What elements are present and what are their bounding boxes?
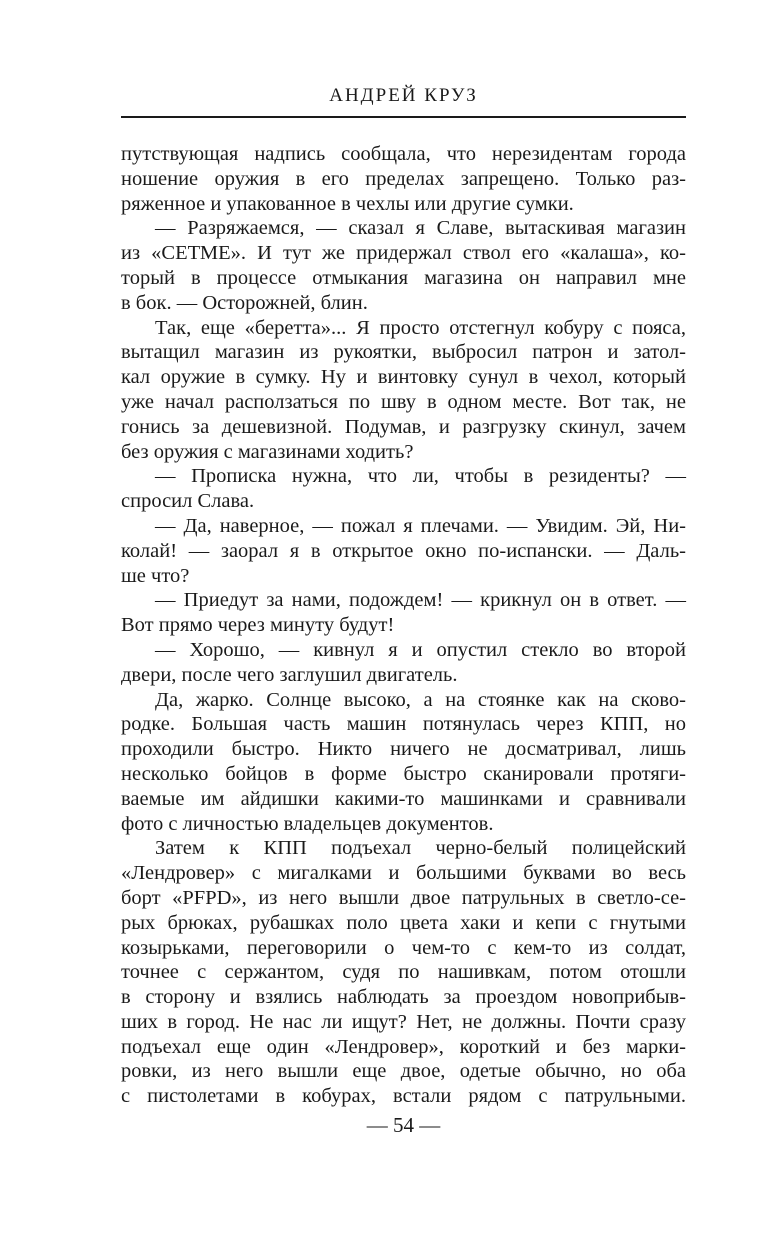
text-line: фото с личностью владельцев документов. [121, 812, 494, 835]
text-line: — Приедут за нами, подождем! — крикнул он в ответ. — [155, 589, 686, 612]
text-line: ваемые им айдишки какими-то машинками и сравнивали [121, 787, 686, 810]
text-line: ношение оружия в его пределах запрещено. Только раз- [121, 167, 686, 190]
text-line: в бок. — Осторожней, блин. [121, 291, 368, 314]
paragraph [121, 688, 686, 837]
text-line: вытащил магазин из рукоятки, выбросил патрон и затол- [121, 341, 686, 364]
text-line: родке. Большая часть машин потянулась через КПП, но [121, 713, 686, 736]
text-line: из «СЕТМЕ». И тут же придержал ствол его «калаша», ко- [121, 242, 686, 265]
text-line: спросил Слава. [121, 490, 255, 513]
paragraph [121, 316, 686, 465]
paragraph [121, 514, 686, 588]
text-line: колай! — заорал я в открытое окно по-испански. — Даль- [121, 539, 686, 562]
text-line: — Прописка нужна, что ли, чтобы в резиденты? — [155, 465, 686, 488]
text-line: ряженное и упакованное в чехлы или другие сумки. [121, 192, 574, 215]
body-text [121, 142, 686, 1109]
paragraph [121, 836, 686, 1109]
text-line: ровки, из него вышли еще двое, одетые обычно, но оба [121, 1060, 686, 1083]
text-line: — Да, наверное, — пожал я плечами. — Увидим. Эй, Ни- [155, 514, 686, 537]
text-line: в сторону и взялись наблюдать за проездом новоприбыв- [121, 986, 686, 1009]
text-line: точнее с сержантом, судя по нашивкам, потом отошли [121, 961, 686, 984]
text-line: без оружия с магазинами ходить? [121, 440, 414, 463]
text-line: козырьками, переговорили о чем-то с кем-то из солдат, [121, 936, 686, 959]
text-line: Так, еще «беретта»... Я просто отстегнул кобуру с пояса, [155, 316, 686, 339]
text-line: ших в город. Не нас ли ищут? Нет, не должны. Почти сразу [121, 1010, 686, 1033]
text-line: кал оружие в сумку. Ну и винтовку сунул в чехол, который [121, 366, 686, 389]
text-line: «Лендровер» с мигалками и большими буквами во весь [121, 862, 686, 885]
text-line: подъехал еще один «Лендровер», короткий и без марки- [121, 1035, 686, 1058]
text-line: Затем к КПП подъехал черно-белый полицейский [155, 837, 686, 860]
text-line: двери, после чего заглушил двигатель. [121, 663, 458, 686]
text-line: с пистолетами в кобурах, встали рядом с патрульными. [121, 1085, 686, 1108]
page-number: — 54 — [366, 1113, 441, 1137]
paragraph [121, 588, 686, 638]
text-line: проходили быстро. Никто ничего не досматривал, лишь [121, 738, 686, 761]
text-line: борт «PFPD», из него вышли двое патрульных в светло-се- [121, 886, 686, 909]
running-head: АНДРЕЙ КРУЗ [329, 85, 478, 106]
text-line: торый в процессе отмыкания магазина он направил мне [121, 266, 686, 289]
text-line: ше что? [121, 564, 190, 587]
text-line: — Хорошо, — кивнул я и опустил стекло во второй [155, 638, 686, 661]
text-line: уже начал расползаться по шву в одном месте. Вот так, не [121, 390, 686, 413]
text-line: несколько бойцов в форме быстро сканировали протяги- [121, 762, 686, 785]
header-rule [121, 116, 686, 118]
text-line: Да, жарко. Солнце высоко, а на стоянке как на сково- [155, 688, 686, 711]
paragraph [121, 464, 686, 514]
text-line: путствующая надпись сообщала, что нерезидентам города [121, 143, 686, 165]
paragraph [121, 216, 686, 315]
paragraph [121, 638, 686, 688]
text-line: Вот прямо через минуту будут! [121, 614, 395, 637]
text-line: рых брюках, рубашках поло цвета хаки и кепи с гнутыми [121, 911, 686, 934]
paragraph [121, 142, 686, 216]
text-line: гонись за дешевизной. Подумав, и разгрузку скинул, зачем [121, 415, 686, 438]
text-line: — Разряжаемся, — сказал я Славе, вытаскивая магазин [155, 217, 686, 240]
